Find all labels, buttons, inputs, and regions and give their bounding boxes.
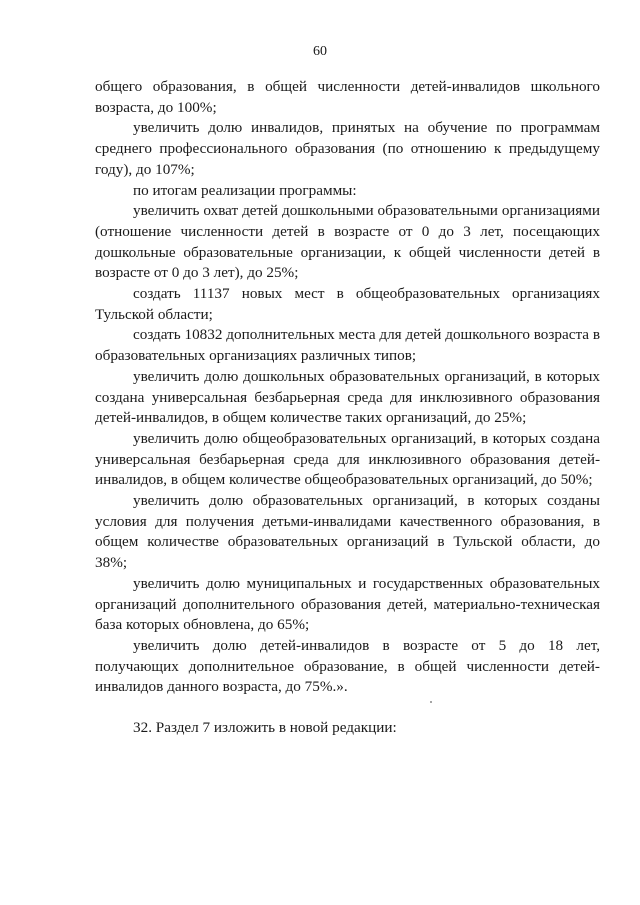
paragraph: увеличить охват детей дошкольными образовательными организациями (отношение численности детей в возрасте от 0 до 3 лет, посещающих дошкольные образовательные организации, к общей численности детей в возрасте от 0 до 3 лет), до 25%; — [95, 202, 600, 282]
paragraph: создать 11137 новых мест в общеобразовательных организациях Тульской области; — [95, 285, 600, 323]
paragraph: увеличить долю образовательных организаций, в которых созданы условия для получения детьми-инвалидами качественного образования, в общем количестве образовательных организаций в Тульской области, до 38%; — [95, 492, 600, 572]
paragraph: увеличить долю инвалидов, принятых на обучение по программам среднего профессионального образования (по отношению к предыдущему году), до 107%; — [95, 119, 600, 178]
paragraph: увеличить долю детей-инвалидов в возрасте от 5 до 18 лет, получающих дополнительное образование, в общей численности детей-инвалидов данного возраста, до 75%.». — [95, 636, 600, 696]
paragraph-continuation: общего образования, в общей численности детей-инвалидов школьного возраста, до 100%; — [95, 78, 600, 116]
paragraph: по итогам реализации программы: — [133, 181, 357, 199]
paragraph: увеличить долю общеобразовательных организаций, в которых создана универсальная безбарьерная среда для инклюзивного образования детей-инвалидов, в общем количестве общеобразовательных организаций, до 50%; — [95, 429, 600, 489]
section-instruction: 32. Раздел 7 изложить в новой редакции: — [133, 719, 397, 737]
paragraph: создать 10832 дополнительных места для детей дошкольного возраста в образовательных организациях различных типов; — [95, 326, 600, 365]
scan-speck — [430, 701, 432, 703]
paragraph: увеличить долю дошкольных образовательных организаций, в которых создана универсальная безбарьерная среда для инклюзивного образования детей-инвалидов, в общем количестве таких организаций, до 25%; — [95, 367, 600, 427]
page-number: 60 — [313, 44, 327, 59]
paragraph: увеличить долю муниципальных и государственных образовательных организаций дополнительного образования детей, материально-техническая база которых обновлена, до 65%; — [95, 574, 600, 634]
spacer — [95, 698, 600, 718]
document-body — [95, 77, 600, 739]
